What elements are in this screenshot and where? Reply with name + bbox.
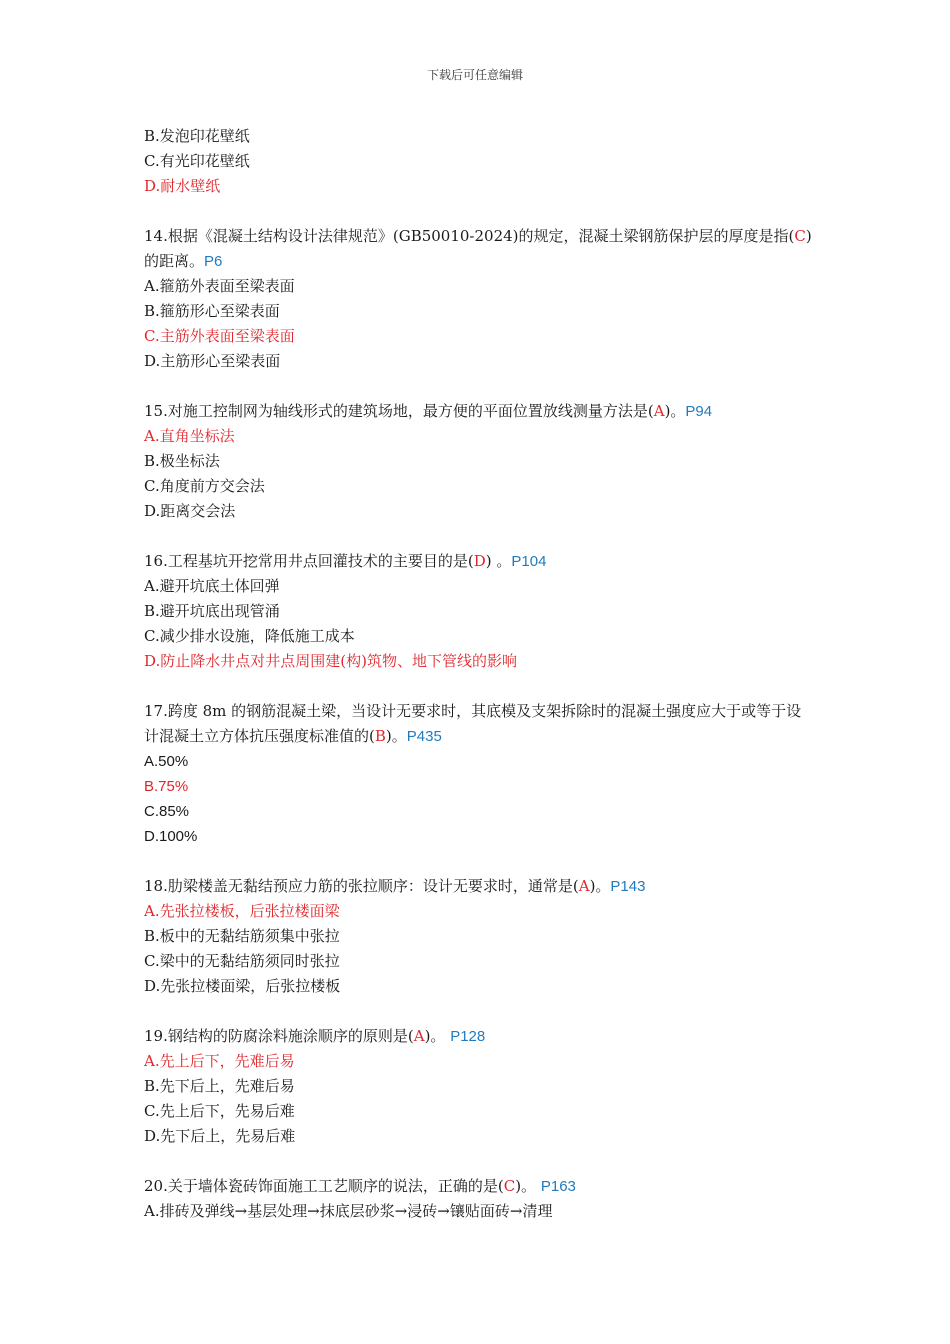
q19-option-d: D.先下后上，先易后难 <box>144 1127 296 1145</box>
q18-option-c: C.梁中的无黏结筋须同时张拉 <box>144 952 340 970</box>
q14-option-c-correct: C.主筋外表面至梁表面 <box>144 327 295 345</box>
q19-option-c: C.先上后下，先易后难 <box>144 1102 295 1120</box>
document-body <box>144 124 814 1224</box>
q17-stem: 17.跨度 8m 的钢筋混凝土梁，当设计无要求时，其底模及支架拆除时的混凝土强度应大于或等于设计混凝土立方体抗压强度标准值的(B)。P435 <box>144 702 802 745</box>
q15-option-b: B.极坐标法 <box>144 452 220 470</box>
q20-stem: 20.关于墙体瓷砖饰面施工工艺顺序的说法，正确的是(C)。 P163 <box>144 1177 576 1195</box>
q14-option-d: D.主筋形心至梁表面 <box>144 352 281 370</box>
q16-option-b: B.避开坑底出现管涌 <box>144 602 280 620</box>
q19-answer: A <box>413 1027 425 1045</box>
q20-option-a: A.排砖及弹线→基层处理→抹底层砂浆→浸砖→镶贴面砖→清理 <box>144 1202 553 1220</box>
q16-option-d-correct: D.防止降水井点对井点周围建(构)筑物、地下管线的影响 <box>144 652 517 670</box>
q18-option-a-correct: A.先张拉楼板，后张拉楼面梁 <box>144 902 340 920</box>
q16-option-a: A.避开坑底土体回弹 <box>144 577 280 595</box>
q20-page-ref: P163 <box>540 1178 576 1195</box>
q15-stem: 15.对施工控制网为轴线形式的建筑场地，最方便的平面位置放线测量方法是(A)。P94 <box>144 402 713 420</box>
q17-option-b-correct: B.75% <box>144 778 189 795</box>
q19-option-a-correct: A.先上后下，先难后易 <box>144 1052 295 1070</box>
q19-page-ref: P128 <box>450 1028 486 1045</box>
q18-stem: 18.肋梁楼盖无黏结预应力筋的张拉顺序：设计无要求时，通常是(A)。P143 <box>144 877 646 895</box>
q14-option-b: B.箍筋形心至梁表面 <box>144 302 280 320</box>
q13-option-c: C.有光印花壁纸 <box>144 152 250 170</box>
q15-answer: A <box>653 402 665 420</box>
q18-option-d: D.先张拉楼面梁，后张拉楼板 <box>144 977 341 995</box>
q16-stem: 16.工程基坑开挖常用井点回灌技术的主要目的是(D) 。P104 <box>144 552 547 570</box>
q18-option-b: B.板中的无黏结筋须集中张拉 <box>144 927 340 945</box>
q17-option-c: C.85% <box>144 803 190 820</box>
q14-answer: C <box>794 227 806 245</box>
q14-page-ref: P6 <box>204 253 223 270</box>
q13-option-d-correct: D.耐水壁纸 <box>144 177 221 195</box>
q15-option-c: C.角度前方交会法 <box>144 477 265 495</box>
q19-option-b: B.先下后上，先难后易 <box>144 1077 295 1095</box>
q15-option-a-correct: A.直角坐标法 <box>144 427 235 445</box>
q14-option-a: A.箍筋外表面至梁表面 <box>144 277 295 295</box>
q15-page-ref: P94 <box>685 403 713 420</box>
q17-page-ref: P435 <box>406 728 442 745</box>
q15-option-d: D.距离交会法 <box>144 502 236 520</box>
q19-stem: 19.钢结构的防腐涂料施涂顺序的原则是(A)。 P128 <box>144 1027 486 1045</box>
q17-option-d: D.100% <box>144 828 198 845</box>
q16-option-c: C.减少排水设施，降低施工成本 <box>144 627 355 645</box>
q18-answer: A <box>578 877 590 895</box>
q17-option-a: A.50% <box>144 753 189 770</box>
q16-page-ref: P104 <box>511 553 547 570</box>
q13-option-b: B.发泡印花壁纸 <box>144 127 250 145</box>
q18-page-ref: P143 <box>610 878 646 895</box>
q16-answer: D <box>473 552 486 570</box>
q14-stem: 14.根据《混凝土结构设计法律规范》(GB50010-2024)的规定，混凝土梁钢筋保护层的厚度是指(C)的距离。P6 <box>144 227 812 270</box>
q20-answer: C <box>503 1177 516 1195</box>
q17-answer: B <box>374 727 386 745</box>
page-header: 下载后可任意编辑 <box>426 68 523 82</box>
